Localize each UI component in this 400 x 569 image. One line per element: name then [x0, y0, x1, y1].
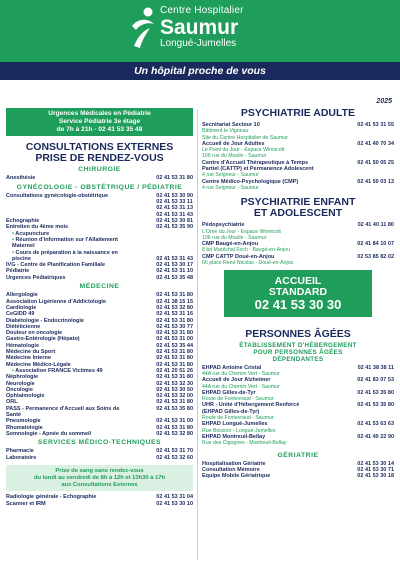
list-item-label: Néphrologie — [6, 374, 39, 381]
phone-number[interactable]: 02 41 40 22 90 — [357, 433, 394, 440]
phone-number[interactable]: 02 41 53 31 00 — [156, 336, 193, 343]
psychiatrie-adulte-title: PSYCHIATRIE ADULTE — [240, 107, 356, 119]
phone-number[interactable]: 02 41 53 31 55 — [357, 122, 394, 128]
list-item-address: 4 rue Seigneur - Saumur — [202, 184, 259, 191]
gynecologie-title: GYNÉCOLOGIE - OBSTÉTRIQUE / PÉDIATRIE — [16, 183, 183, 191]
medecine-list — [6, 292, 193, 368]
list-item — [202, 365, 394, 378]
list-item — [202, 390, 394, 403]
list-item — [6, 501, 193, 507]
list-item-label: Laboratoire — [6, 454, 37, 461]
chirurgie-title: CHIRURGIE — [78, 166, 121, 173]
list-item-label: Radiologie générale - Echographie — [6, 494, 97, 501]
list-item-label: Somnologie - Apnée du sommeil — [6, 430, 92, 437]
phone-number[interactable]: 02 41 53 31 80 — [156, 424, 193, 431]
phone-number[interactable]: 02 41 84 10 07 — [357, 241, 394, 248]
phone-number[interactable]: 02 41 53 31 00 — [156, 418, 193, 425]
list-item-body — [6, 501, 46, 507]
list-item-label: Douleur en oncologie — [6, 330, 63, 337]
phone-number[interactable]: 02 41 53 35 80 — [357, 402, 394, 409]
gynecologie-list — [6, 193, 193, 231]
phone-number[interactable]: 02 41 53 30 77 — [156, 323, 193, 330]
phone-number[interactable]: 02 41 40 70 34 — [357, 140, 394, 147]
list-item-body — [6, 406, 124, 419]
list-item-label: PASS - Permanence d'Accueil aux Soins de Santé — [6, 405, 120, 418]
list-item-label: Association Ligérienne d'Addictologie — [6, 298, 107, 305]
list-item-body — [202, 377, 280, 390]
list-item-address: 66 place René Nicolas - Doué-en-Anjou — [202, 260, 294, 267]
list-item — [6, 275, 193, 281]
list-item-label: Allergologie — [6, 292, 38, 299]
phone-number[interactable]: 02 41 53 31 80 — [156, 175, 193, 182]
phone-number[interactable]: 02 41 53 63 63 — [357, 421, 394, 428]
list-item-label: Diététicienne — [6, 323, 41, 330]
list-item-label: • Association FRANCE Victimes 49 — [6, 368, 103, 374]
list-item-label: Pédiatrie — [6, 268, 30, 275]
consultations-title — [6, 142, 193, 164]
phone-number: 02 41 53 31 43 — [156, 255, 193, 262]
list-item-body — [202, 222, 281, 241]
psychiatrie-enfant-title-line2: ET ADOLESCENT — [253, 207, 343, 220]
list-item-body — [6, 431, 91, 437]
list-item-body — [202, 365, 280, 378]
list-item-label: EHPAD Montreuil-Bellay — [202, 433, 266, 440]
phone-number: 02 41 20 51 26 — [156, 367, 193, 374]
list-item-label: ORL — [6, 399, 18, 406]
phone-number[interactable]: 02 41 53 32 60 — [156, 454, 193, 461]
list-item-body — [202, 254, 293, 267]
list-item-address: Route de Fontevraud - Saumur — [202, 415, 274, 422]
list-item-label: Neurologie — [6, 380, 35, 387]
chirurgie-list — [6, 175, 193, 181]
list-item-address: Site du Centre Hospitalier de Saumur — [202, 134, 288, 141]
list-item — [6, 193, 193, 218]
services-medico-techniques-list — [6, 448, 193, 461]
urgences-line2: Service Pédiatrie 3e étage — [58, 118, 141, 125]
list-item-body — [202, 402, 320, 421]
phone-number[interactable]: 02 41 53 30 10 — [156, 500, 193, 507]
phone-number[interactable]: 02 41 40 11 80 — [357, 222, 394, 229]
phone-number[interactable]: 02 41 53 31 80 — [156, 330, 193, 337]
list-item-label: Accueil de Jour Alzheimer — [202, 377, 271, 384]
list-item-address: Rue Boisson - Longué-Jumelles — [202, 427, 276, 434]
list-item-label: CMP Baugé-en-Anjou — [202, 241, 259, 248]
list-item-label: Médecine Médico-Légale — [6, 361, 71, 368]
list-item-label: Hospitalisation Gériatrie — [202, 460, 266, 467]
list-item — [202, 434, 394, 447]
phone-number[interactable]: 02 41 53 30 71 — [357, 467, 394, 474]
hospital-name-line2: Saumur — [160, 16, 239, 39]
list-item-label: Equipe Mobile Gériatrique — [202, 473, 271, 480]
list-item-label: CMP CATTP Doué-en-Anjou — [202, 253, 275, 260]
list-item-label: Cardiologie — [6, 304, 37, 311]
column-divider — [197, 110, 198, 560]
phone-number[interactable]: 02 41 53 32 30 — [156, 380, 193, 387]
list-item-body — [202, 141, 284, 160]
radiologie-list — [6, 494, 193, 507]
list-item — [202, 160, 394, 179]
consultations-title-line1: CONSULTATIONS EXTERNES — [25, 141, 174, 153]
year-label: 2025 — [376, 98, 392, 105]
list-item-address: Route de Fontevraud - Saumur — [202, 396, 274, 403]
list-item-body — [202, 179, 298, 192]
list-item-label: UHR - Unité d'Hébergement Renforcé (EHPAD Gilles-de-Tyr) — [202, 402, 300, 415]
phone-number[interactable]: 02 41 53 31 80 — [156, 355, 193, 362]
psychiatrie-enfant-title — [202, 197, 394, 219]
ehpad-title-line3: DÉPENDANTES — [272, 355, 324, 363]
ehpad-title-line2: POUR PERSONNES ÂGÉES — [253, 348, 343, 356]
psychiatrie-enfant-list — [202, 222, 394, 266]
psychiatrie-adulte-list — [202, 122, 394, 191]
list-item: • Acupuncture — [6, 231, 136, 237]
phone-number[interactable]: 02 41 53 31 80 — [156, 349, 193, 356]
urgences-line3: de 7h à 21h - 02 41 53 35 48 — [56, 126, 143, 133]
list-item-label: Médecine Interne — [6, 355, 51, 362]
phone-number[interactable]: 02 41 53 35 80 — [156, 405, 193, 412]
phone-number[interactable]: 02 41 53 30 17 — [156, 262, 193, 269]
phone-number[interactable]: 02 53 85 82 02 — [357, 253, 394, 260]
list-item-label: Urgences Pédiatriques — [6, 274, 66, 281]
list-item — [202, 473, 394, 479]
list-item-label: Oncologie — [6, 386, 33, 393]
list-item — [202, 241, 394, 254]
phone-number[interactable]: 02 41 53 31 80 — [156, 317, 193, 324]
hospital-name-line3: Longué-Jumelles — [160, 38, 237, 49]
list-item-body — [202, 473, 270, 479]
list-item — [202, 421, 394, 434]
list-item-label: Ophtalmologie — [6, 393, 45, 400]
phone-number[interactable]: 02 41 53 32 80 — [156, 430, 193, 437]
phone-number[interactable]: 02 41 53 32 80 — [156, 304, 193, 311]
list-item-label: Pharmacie — [6, 448, 34, 455]
right-column — [202, 108, 394, 480]
phone-number[interactable]: 02 41 53 35 80 — [357, 389, 394, 396]
list-item-body — [6, 455, 36, 461]
list-item-label: Centre d'Accueil Thérapeutique à Temps Partiel (CATTP) et Permanence Adolescent — [202, 159, 314, 173]
accueil-standard-box — [224, 270, 372, 316]
list-item: • Cours de préparation à la naissance en piscine — [6, 250, 136, 263]
list-item — [6, 406, 193, 419]
hospital-logo-icon — [128, 6, 158, 50]
urgences-line1: Urgences Médicales en Pédiatrie — [48, 110, 151, 117]
list-item-label: EHPAD Antoine Cristal — [202, 364, 262, 371]
phone-number[interactable]: 02 41 53 35 48 — [156, 274, 193, 281]
list-item-label: Accueil de Jour Adultes — [202, 140, 265, 147]
list-item — [6, 431, 193, 437]
list-item — [6, 175, 193, 181]
phone-number[interactable]: 02 41 53 32 00 — [156, 393, 193, 400]
list-item-address: L'Orée du Jour - Espace Winnicott — [202, 228, 281, 235]
list-item-address: Rue des Cigognes - Montreuil-Bellay — [202, 440, 287, 447]
list-item-label: Consultation Mémoire — [202, 467, 260, 474]
list-item-label: Centre Médico-Psychologique (CMP) — [202, 178, 299, 185]
list-item-label: Médecine du Sport — [6, 349, 56, 356]
list-item-label: Entretien du 4ème mois — [6, 224, 69, 231]
header-banner — [0, 0, 400, 62]
phone-number[interactable]: 02 41 53 31 10 — [156, 268, 193, 275]
consultations-title-line2: PRISE DE RENDEZ-VOUS — [35, 152, 164, 164]
list-item-body — [202, 160, 320, 179]
phone-number[interactable]: 02 41 53 31 70 — [156, 448, 193, 455]
left-column — [6, 108, 193, 507]
phone-number[interactable]: 02 41 53 31 80 — [156, 374, 193, 381]
list-item-label: Echographie — [6, 218, 40, 225]
ehpad-title-line1: ÉTABLISSEMENT D'HÉBERGEMENT — [239, 341, 357, 349]
list-item-label: EHPAD Gilles-de-Tyr — [202, 389, 256, 396]
list-item-label: Pédopsychiatrie — [202, 222, 245, 229]
list-item-address: 4 rue Seigneur - Saumur — [202, 172, 259, 179]
urgences-pediatrie-banner — [6, 108, 193, 136]
list-item-address: 106 rue du Moulin - Saumur — [202, 153, 267, 160]
list-item-label: Consultations gynécologie-obstétrique — [6, 192, 109, 199]
list-item — [202, 222, 394, 241]
list-item-label: Scanner et IRM — [6, 500, 46, 507]
list-item-body — [202, 421, 276, 434]
hospital-name-line1: Centre Hospitalier — [160, 5, 244, 16]
geriatrie-title: GÉRIATRIE — [277, 451, 319, 459]
list-item-body — [6, 175, 35, 181]
list-item-body — [202, 122, 288, 141]
list-item-address: 44A rue du Chemin Vert - Saumur — [202, 370, 280, 377]
phone-number[interactable]: 02 41 53 30 50 — [156, 386, 193, 393]
services-medico-techniques-title: SERVICES MÉDICO-TECHNIQUES — [37, 439, 162, 447]
prise-de-sang-banner — [6, 465, 193, 491]
list-item: • Réunion d'information sur l'Allaitement Maternel — [6, 237, 136, 250]
geriatrie-list — [202, 461, 394, 480]
hospital-name — [160, 6, 244, 49]
list-item — [202, 179, 394, 192]
list-item-label: CeGIDD 49 — [6, 311, 35, 318]
accueil-label-line1: ACCUEIL — [274, 275, 322, 288]
list-item-body — [202, 434, 286, 447]
phone-number[interactable]: 02 41 53 31 80 — [156, 292, 193, 299]
list-item — [6, 455, 193, 461]
phone-number[interactable]: 02 41 50 05 25 — [357, 159, 394, 166]
list-item-label: Secrétariat Secteur 10 — [202, 122, 260, 128]
phone-number[interactable]: 02 41 38 15 15 — [156, 298, 193, 305]
phone-number[interactable]: 02 41 53 30 90 02 41 53 33 11 02 41 53 31 13 02 41 53 31 43 — [156, 192, 193, 218]
list-item-body — [202, 241, 290, 254]
phone-number[interactable]: 02 41 53 35 44 — [156, 342, 193, 349]
list-item — [202, 254, 394, 267]
psychiatrie-enfant-title-line1: PSYCHIATRIE ENFANT — [240, 196, 356, 209]
phone-number[interactable]: 02 41 53 30 14 — [357, 460, 394, 467]
list-item-label: Diabétologie - Endocrinologie — [6, 317, 84, 324]
list-item-address: 106 rue du Moulin - Saumur — [202, 234, 267, 241]
phone-number[interactable]: 02 41 53 31 16 — [156, 311, 193, 318]
phone-number[interactable]: 02 41 53 30 81 — [156, 218, 193, 225]
list-item-address: Le Point du Jour - Espace Winnicott — [202, 147, 285, 154]
list-item-label: EHPAD Longué-Jumelles — [202, 421, 268, 428]
phone-number[interactable]: 02 41 53 30 18 — [357, 473, 394, 480]
ehpad-title — [202, 342, 394, 363]
list-item-body — [6, 275, 66, 281]
list-item — [202, 377, 394, 390]
ehpad-list — [202, 365, 394, 447]
phone-number[interactable]: 02 41 50 03 13 — [357, 178, 394, 185]
prise-de-sang-line2: du lundi au vendredi de 8h à 12h et 13h30 à 17h — [33, 474, 166, 481]
slogan-bar: Un hôpital proche de vous — [0, 62, 400, 80]
personnes-agees-title: PERSONNES ÂGÉES — [245, 327, 351, 340]
phone-number[interactable]: 02 41 53 31 80 — [156, 399, 193, 406]
list-item-label: Rhumatologie — [6, 424, 43, 431]
phone-number[interactable]: 02 41 83 07 53 — [357, 377, 394, 384]
list-item-body — [6, 193, 108, 199]
gynecologie-list-2 — [6, 262, 193, 281]
phone-number[interactable]: 02 41 53 35 90 — [156, 224, 193, 231]
accueil-phone-number[interactable]: 02 41 53 30 30 — [254, 297, 342, 313]
list-item-label: Pneumologie — [6, 418, 41, 425]
list-item — [202, 141, 394, 160]
phone-number[interactable]: 02 41 53 31 04 — [156, 494, 193, 501]
list-item-label: Gastro-Entérologie (Hépato) — [6, 336, 80, 343]
accueil-label-line2: STANDARD — [268, 286, 328, 299]
list-item — [202, 122, 394, 141]
list-item-address: 8 bd Maréchal Foch - Baugé-en-Anjou — [202, 247, 290, 254]
list-item — [202, 402, 394, 421]
list-item-label: Hématologie — [6, 342, 40, 349]
medecine-list-2 — [6, 374, 193, 437]
list-item-body — [202, 390, 274, 403]
phone-number[interactable]: 02 41 38 38 11 — [357, 364, 394, 371]
phone-number[interactable]: 02 41 53 31 80 — [156, 361, 193, 368]
gyn-bullets — [6, 231, 193, 262]
prise-de-sang-line3: aux Consultations Externes — [61, 481, 138, 488]
prise-de-sang-line1: Prise de sang sans rendez-vous — [55, 468, 144, 475]
medecine-title: MÉDECINE — [79, 283, 120, 291]
list-item-label: Anesthésie — [6, 175, 36, 182]
list-item-address: Bâtiment le Vigneau — [202, 128, 249, 135]
list-item-address: 44A rue du Chemin Vert - Saumur — [202, 383, 280, 390]
list-item-label: IVG - Centre de Planification Familiale — [6, 262, 106, 269]
